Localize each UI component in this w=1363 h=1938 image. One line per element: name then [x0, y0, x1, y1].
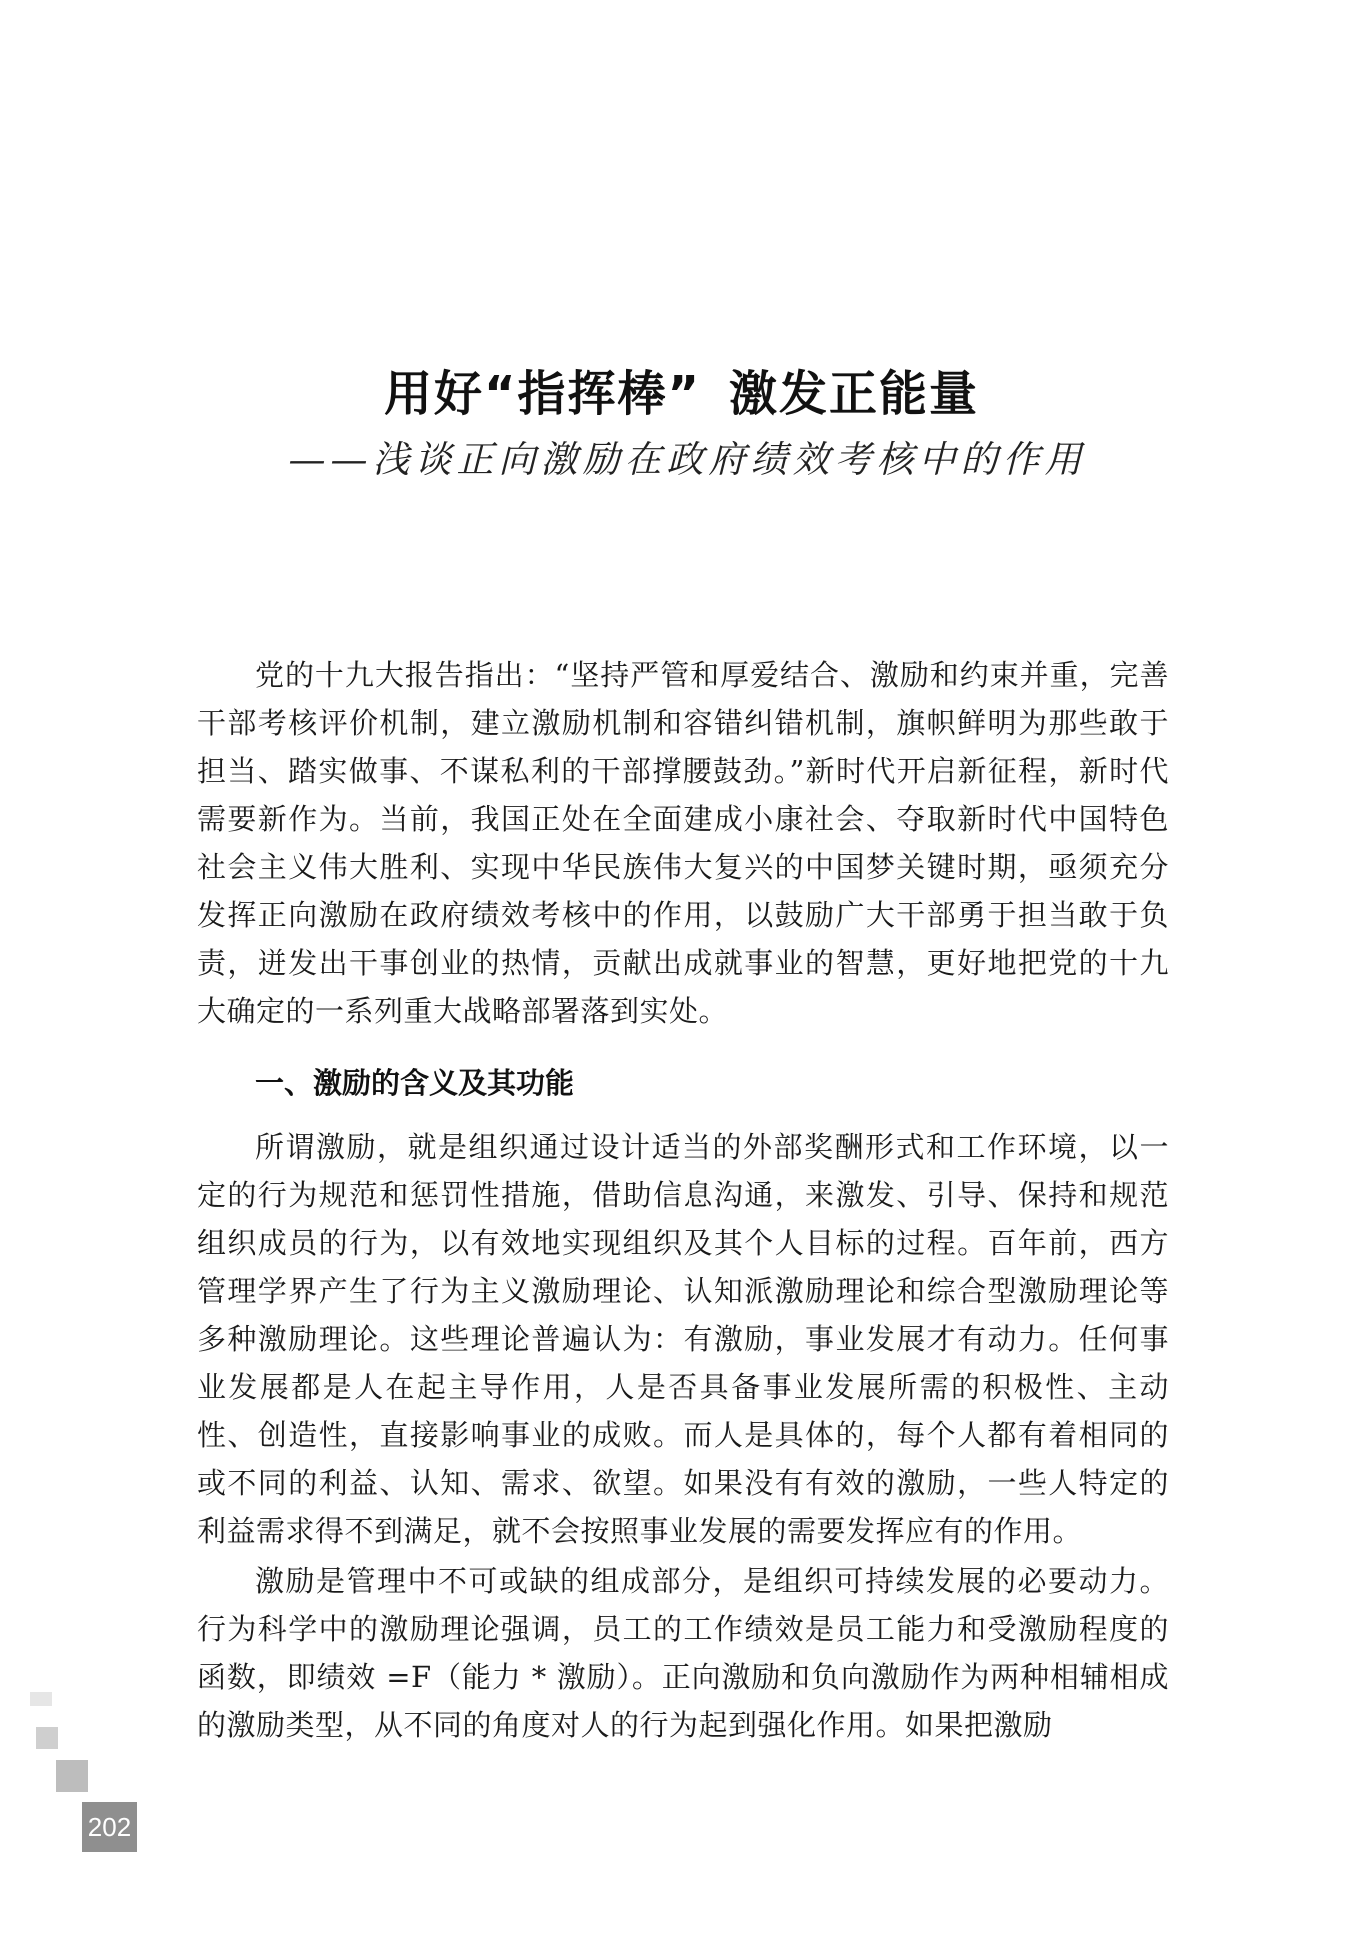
section-paragraph-1: 所谓激励，就是组织通过设计适当的外部奖酬形式和工作环境，以一定的行为规范和惩罚性措施，借助信息沟通，来激发、引导、保持和规范组织成员的行为，以有效地实现组织及其个人目标的过程。百年前，西方管理学界产生了行为主义激励理论、认知派激励理论和综合型激励理论等多种激励理论。这些理论普遍认为：有激励，事业发展才有动力。任何事业发展都是人在起主导作用，人是否具备事业发展所需的积极性、主动性、创造性，直接影响事业的成败。而人是具体的，每个人都有着相同的或不同的利益、认知、需求、欲望。如果没有有效的激励，一些人特定的利益需求得不到满足，就不会按照事业发展的需要发挥应有的作用。 — [197, 1130, 1169, 1548]
title-part-1: 用好“指挥棒” — [383, 366, 702, 422]
decorative-square — [36, 1727, 58, 1749]
article-body — [197, 651, 1169, 1749]
section-paragraph-2: 激励是管理中不可或缺的组成部分，是组织可持续发展的必要动力。行为科学中的激励理论强调，员工的工作绩效是员工能力和受激励程度的函数，即绩效 =F（能力 * 激励）。正向激励和负向激励作为两种相辅相成的激励类型，从不同的角度对人的行为起到强化作用。如果把激励 — [197, 1564, 1169, 1742]
title-part-2: 激发正能量 — [729, 366, 980, 422]
intro-paragraph: 党的十九大报告指出：“坚持严管和厚爱结合、激励和约束并重，完善干部考核评价机制，建立激励机制和容错纠错机制，旗帜鲜明为那些敢于担当、踏实做事、不谋私利的干部撑腰鼓劲。”新时代开启新征程，新时代需要新作为。当前，我国正处在全面建成小康社会、夺取新时代中国特色社会主义伟大胜利、实现中华民族伟大复兴的中国梦关键时期，亟须充分发挥正向激励在政府绩效考核中的作用，以鼓励广大干部勇于担当敢于负责，迸发出干事创业的热情，贡献出成就事业的智慧，更好地把党的十九大确定的一系列重大战略部署落到实处。 — [197, 658, 1169, 1028]
page-number: 202 — [82, 1802, 137, 1852]
title-block — [0, 362, 1363, 488]
decorative-square — [30, 1692, 52, 1706]
page-subtitle: ——浅谈正向激励在政府绩效考核中的作用 — [288, 438, 1087, 481]
page-title — [0, 362, 1363, 426]
section-heading: 一、激励的含义及其功能 — [255, 1066, 575, 1100]
decorative-square — [56, 1760, 88, 1792]
